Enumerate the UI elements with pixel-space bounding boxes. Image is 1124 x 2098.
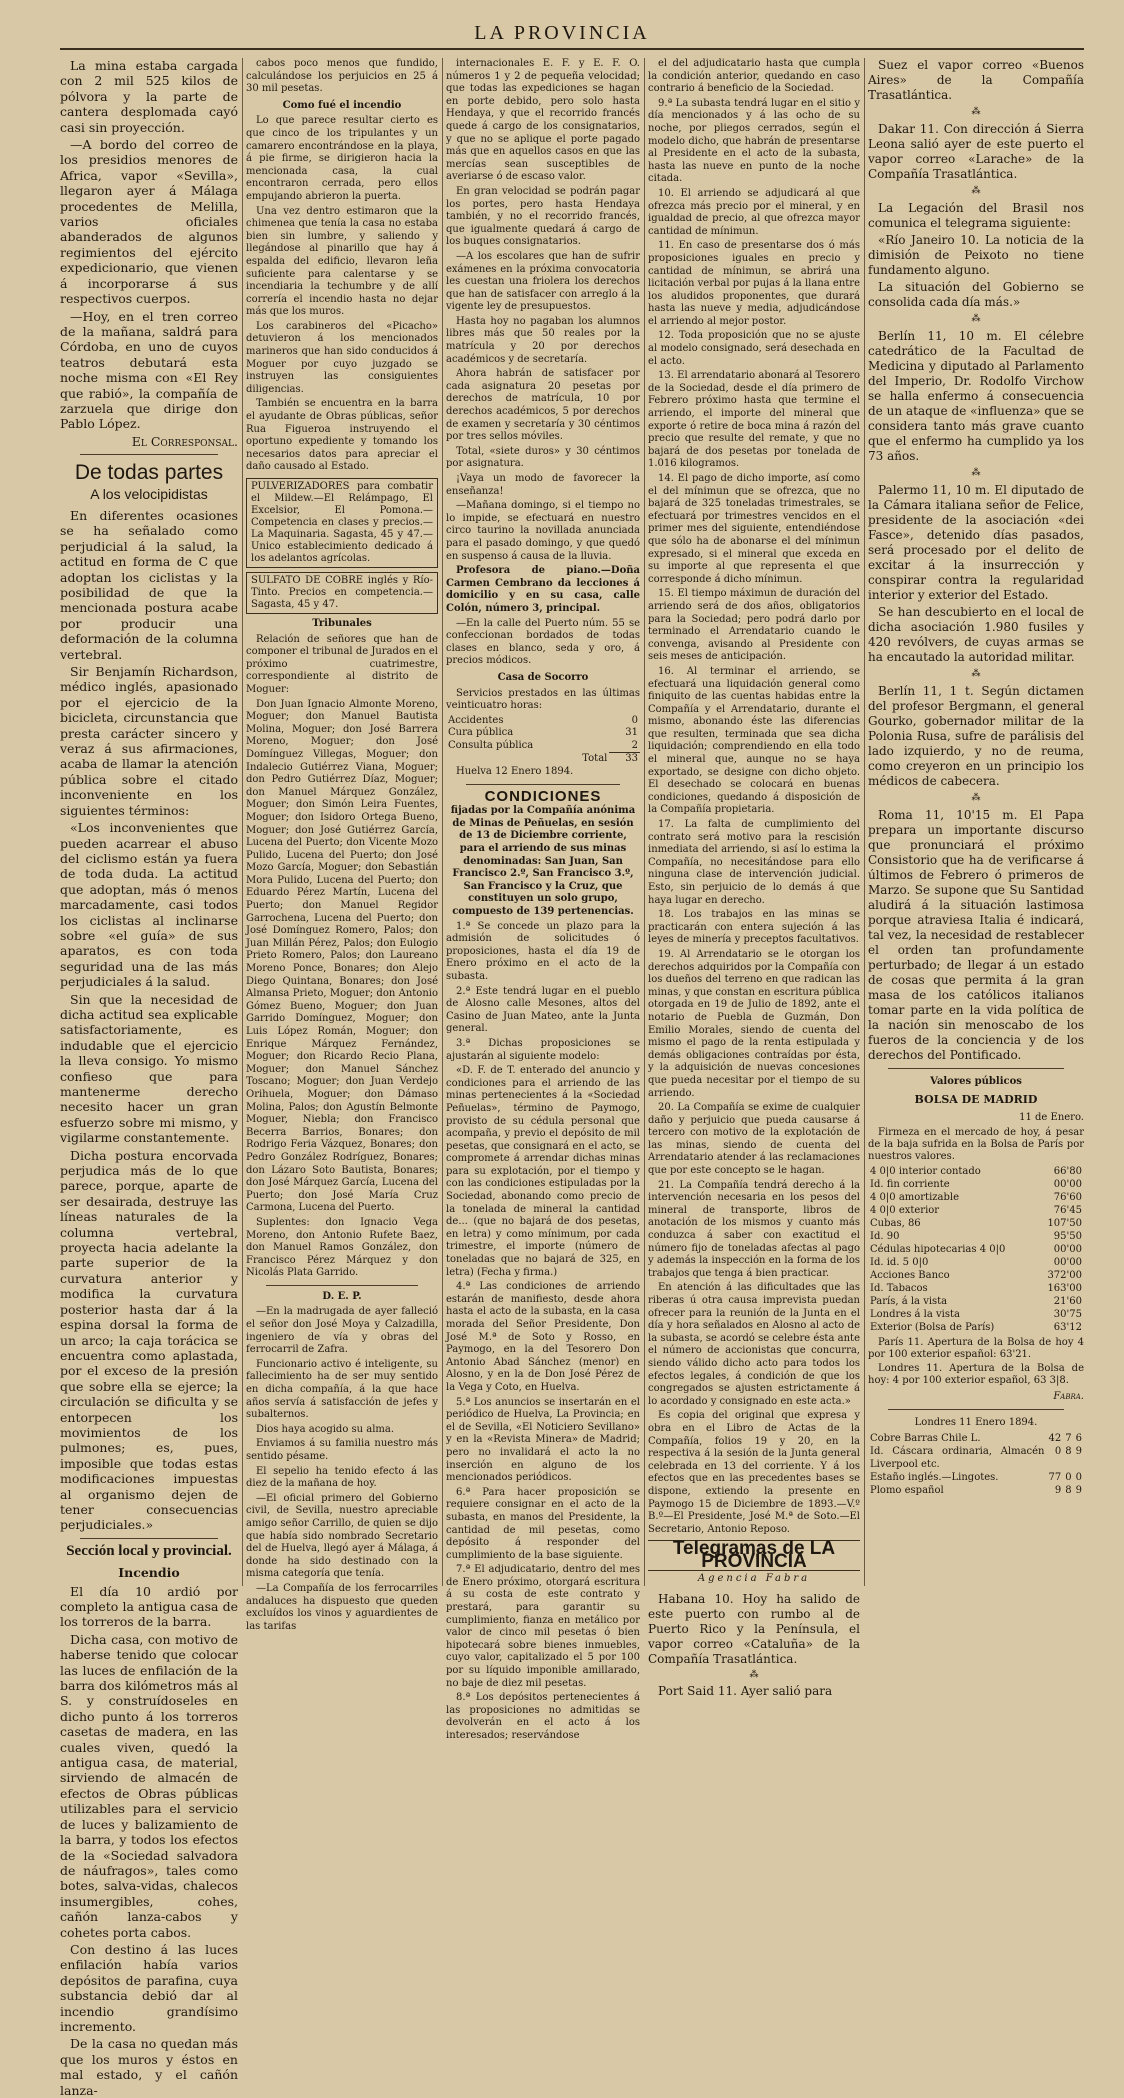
paragraph: Ahora habrán de satisfacer por cada asignatura 20 pesetas por derechos de matrícula, 10 por derechos académicos, 5 por derechos de examen y secretaría y 30 céntimos por tres sellos móviles. [446,368,640,443]
row-label: Londres á la vista [870,1309,960,1320]
table-row [446,715,640,728]
paragraph: También se encuentra en la barra el ayudante de Obras públicas, señor Rua Figueroa instruyendo el oportuno expediente y tomando los necesarios datos para apreciar el daño causado al Estado. [246,398,438,473]
socorro-table [446,715,640,766]
paragraph: Sir Benjamín Richardson, médico inglés, apasionado por el ejercicio de la bicicleta, circunstancia que presta carácter sincero y veraz á sus afirmaciones, acaba de llamar la atención pública sobre el citado inconveniente en los siguientes términos: [60,664,238,818]
paragraph: De la casa no quedan más que los muros y éstos en mal estado, y el cañón lanza- [60,2036,238,2098]
row-label: Id. Cáscara ordinaria, Almacén Liverpool etc. [870,1446,1045,1470]
bolsa-intro: Firmeza en el mercado de hoy, á pesar de la baja sufrida en la Bolsa de París por nuestros valores. [868,1127,1084,1162]
paragraph: El día 10 ardió por completo la antigua casa de los torreros de la barra. [60,1583,238,1630]
table-row [868,1471,1084,1484]
paragraph: —Mañana domingo, si el tiempo no lo impide, se efectuará en nuestro circo taurino la novillada anunciada para el pasado domingo, y que quedó en suspenso á causa de la lluvia. [446,500,640,562]
paragraph: «Los inconvenientes que pueden acarrear el abuso del ciclismo están ya fuera de toda duda. La actitud que adoptan, más ó menos marcadamente, casi todos los ciclistas al inclinarse sobre «el guía» de sus aparatos, es con toda seguridad una de las más perjudiciales á la salud. [60,820,238,990]
paragraph: —La Compañía de los ferrocarriles andaluces ha dispuesto que queden excluídos los vinos y aguardientes de las tarifas [246,1582,438,1632]
star-separator: ⁂ [971,186,981,196]
article-heading: Incendio [118,1565,180,1581]
row-label: Accidentes [448,714,504,726]
star-separator: ⁂ [749,1670,759,1681]
paragraph: internacionales E. F. y E. F. O. números 1 y 2 de pequeña velocidad; que todas las expediciones se hagan en porte debido, pero solo hasta Hendaya, y que el recorrido francés quede á cargo de los consignatarios, y que no se aplique el porte pagado más que en aquellos casos en que las mercías sean susceptibles de averiarse ó de escaso valor. [446,58,640,183]
london-date: Londres 11 Enero 1894. [914,1417,1038,1428]
paragraph: 13. El arrendatario abonará al Tesorero de la Sociedad, desde el día primero de Febrero próximo hasta que termine el arriendo, el importe del mineral que exporte ó retire de boca mina á razón del precio que resulte del remate, y que no bajará de dos pesetas por tonelada de 1.016 kilogramos. [648,370,860,470]
row-label: Id. Tabacos [870,1283,928,1294]
paragraph: ¡Vaya un modo de favorecer la enseñanza! [446,473,640,497]
table-row [868,1217,1084,1230]
paragraph: 9.ª La subasta tendrá lugar en el sitio y día mencionados y á las ocho de su noche, por pliegos cerrados, según el modelo dicho, que habrán de presentarse al Presidente en el acto de la subasta, hasta las nueve en punto de la noche citada. [648,97,860,185]
bolsa-title: BOLSA DE MADRID [914,1093,1038,1106]
row-value: 0 [1075,1472,1082,1483]
paragraph: 15. El tiempo máximun de duración del arriendo será de dos años, obligatorios para la Sociedad; pero podrá darlo por terminado el Arrendatario cuando le convenga, avisando al Presidente con seis meses de anticipación. [648,588,860,663]
row-label: Cobre Barras Chile L. [870,1433,981,1444]
total-value: 33 [609,753,640,766]
table-row [868,1165,1084,1178]
paragraph: el del adjudicatario hasta que cumpla la condición anterior, quedando en caso contrario á beneficio de la Sociedad. [648,58,860,95]
telegram: Palermo 11, 10 m. El diputado de la Cámara italiana señor de Felice, presidente de la asociación «dei Fasce», detenido días pasados, será procesado por el delito de excitar á la insurrección y conspirar contra la regularidad interior y exterior del Estado. [868,483,1084,602]
paragraph: 17. La falta de cumplimiento del contrato será motivo para la rescisión inmediata del arriendo, si así lo estima la Compañía, no necesitándose para ello ninguna clase de intervención judicial. Esto, sin perjuicio de lo demás á que haya lugar en derecho. [648,819,860,906]
telegram: Suez el vapor correo «Buenos Aires» de la Compañía Trasatlántica. [868,58,1084,102]
telegram: La Legación del Brasil nos comunica el telegrama siguiente: [868,201,1084,230]
paragraph: La mina estaba cargada con 2 mil 525 kilos de pólvora y la parte de cantera desplomada cayó casi sin proyección. [60,58,238,135]
row-value: 107'50 [1047,1218,1082,1229]
article-heading: D. E. P. [322,1290,362,1302]
star-separator: ⁂ [971,314,981,324]
paragraph: cabos poco menos que fundido, calculándose los perjuicios en 25 á 30 mil pesetas. [246,58,438,95]
paragraph: En gran velocidad se podrán pagar los portes, pero hasta Hendaya también, y no el recorrido francés, que igualmente quedará á cargo de los buques consignatarios. [446,185,640,248]
paragraph: En diferentes ocasiones se ha señalado como perjudicial á la salud, la actitud en forma de C que adoptan los ciclistas y la posibilidad de que la mencionada postura acabe por producir una deformación de la columna vertebral. [60,507,238,662]
table-row [868,1243,1084,1256]
row-value: 7 [1065,1433,1072,1444]
divider [888,1409,1064,1410]
table-row [868,1282,1084,1295]
paragraph: 8.ª Los depósitos pertenecientes á las proposiciones no admitidas se devolverán en el acto á los interesados; reservándose [446,1692,640,1741]
row-value: 00'00 [1053,1179,1082,1190]
row-value: 77 [1048,1472,1062,1483]
table-row [868,1432,1084,1445]
row-value: 76'45 [1053,1205,1082,1216]
row-value: 66'80 [1053,1166,1082,1177]
paragraph: Es copia del original que expresa y obra en el Libro de Actas de la Compañía, folios 19 y 20, en la respectiva á la sesión de la Junta general celebrada en 13 del corriente. Y á los efectos que en las precedentes bases se dispone, extiendo la presente en Paymogo 15 de Diciembre de 1893.—V.º B.º—El Presidente, José M.ª de Soto.—El Secretario, Antonio Reposo. [648,1410,860,1535]
conditions-intro: fijadas por la Compañía anónima de Minas de Peñuelas, en sesión de 13 de Diciembre corriente, para el arriendo de sus minas denominadas: San Juan, San Francisco 2.º, San Francisco 3.º, San Francisco y la Cruz, que constituyen un solo grupo, compuesto de 139 pertenencias. [450,805,636,917]
row-value: 76'60 [1053,1192,1082,1203]
table-row [868,1445,1084,1471]
paragraph: 18. Los trabajos en las minas se practicarán con entera sujeción á las leyes de minería y preceptos facultativos. [648,909,860,946]
paragraph: 19. Al Arrendatario se le otorgan los derechos adquiridos por la Compañía con los dueños del terreno en que radican las minas, y que constan en escritura pública otorgada en 19 de Julio de 1892, ante el notario de Puebla de Guzmán, Don Emilio Morales, siendo de cuenta del mismo el pago de la renta estipulada y demás obligaciones contraídas por ésta, y la adquisición de nuevas concesiones que pueda necesitar por el tiempo de su arriendo. [648,948,860,1099]
row-label: Cubas, 86 [870,1218,921,1229]
paragraph: Los carabineros del «Picacho» detuvieron á los mencionados marineros que han sido conducidos á Moguer por cuyo juzgado se instruyen las consiguientes diligencias. [246,320,438,395]
row-label: Id. 90 [870,1231,900,1242]
paragraph: 21. La Compañía tendrá derecho á la intervención necesaria en los pesos del mineral de transporte, libros de anotación de los mismos y cuanto más conduzca á saber con exactitud el número fijo de toneladas afectas al pago y además la inspección en la forma de los trabajos que tenga á bien practicar. [648,1179,860,1279]
row-value: 163'00 [1047,1283,1082,1294]
table-row [868,1308,1084,1321]
divider [466,784,620,785]
paragraph: 2.ª Este tendrá lugar en el pueblo de Alosno calle Mesones, altos del Casino de Juan Mateo, ante la Junta general. [446,985,640,1035]
section-heading: De todas partes [74,461,224,485]
row-value: 95'50 [1053,1231,1082,1242]
paris-quote: París 11. Apertura de la Bolsa de hoy 4 por 100 exterior español: 63'21. [868,1337,1084,1360]
table-row [868,1204,1084,1217]
column-1 [60,58,238,2098]
paragraph: Lo que parece resultar cierto es que cinco de los tripulantes y un camarero encontrándose en la playa, á pie firme, se dirigieron hacia la mencionada casa, la cual encontraron cerrada, pero ellos empujando abrieron la puerta. [246,115,438,202]
telegram: Berlín 11, 1 t. Según dictamen del profesor Bergmann, el general Gourko, gobernador militar de la Polonia Rusa, sufre de parálisis del lado izquierdo, y no de reuma, como creyeron en un principio los médicos de cabecera. [868,684,1084,788]
row-value: 00'00 [1053,1257,1082,1268]
paragraph: 14. El pago de dicho importe, así como el del mínimun que se ofrezca, que no bajará de 325 toneladas trimestrales, se efectuará por trimestres vencidos en el primer mes del siguiente, entendiéndose que sólo ha de abonarse el del mínimun expresado, si el mineral que exceda en su importe al que representa el que corresponde á dicho mínimun. [648,473,860,585]
row-value: 8 [1065,1446,1072,1457]
telegram: Dakar 11. Con dirección á Sierra Leona salió ayer de este puerto el vapor correo «Larache» de la Compañía Trasatlántica. [868,122,1084,181]
article-heading: Tribunales [312,618,372,629]
paragraph: Una vez dentro estimaron que la chimenea que tenía la casa no estaba bien sin lumbre, y saliendo y llegándose al pinarillo que hay á espalda del edificio, llevaron leña suficiente para calentarse y se incendiaria la techumbre y de allí correría el incendio hasta no dejar más que los muros. [246,205,438,318]
paragraph: El sepelio ha tenido efecto á las diez de la mañana de hoy. [246,1465,438,1490]
column-2 [246,58,438,1632]
column-rule [442,58,443,1586]
row-label: Estaño inglés.—Lingotes. [870,1472,999,1483]
paragraph: Sin que la necesidad de dicha actitud sea explicable satisfactoriamente, es indudable que el ejercicio la lleva consigo. Yo mismo confieso que para mantenerme derecho necesito hacer un gran esfuerzo sobre mi mismo, y vigilarme constantemente. [60,991,238,1146]
telegram: Roma 11, 10'15 m. El Papa prepara un importante discurso que pronunciará el próximo Consistorio que ha de verificarse á últimos de Febrero ó primeros de Marzo. Se supone que Su Santidad aludirá á la situación lastimosa porque atraviesa Italia é indicará, tal vez, la necesidad de restablecer el orden tan profundamente perturbado; de llegar á un estado de cosas que permita á la gran masa de los católicos italianos tomar parte en la vida política de la nación sin menoscabo de los fueros de la conciencia y de los derechos del Pontificado. [868,808,1084,1062]
paragraph: 3.ª Dichas proposiciones se ajustarán al siguiente modelo: [446,1037,640,1062]
star-separator: ⁂ [971,793,981,803]
table-row [868,1256,1084,1269]
row-value: 6 [1075,1433,1082,1444]
paragraph: 5.ª Los anuncios se insertarán en el periódico de Huelva, La Provincia; en el de Sevilla, «El Noticiero Sevillano» y en la «Revista Minera» de Madrid; pero no invalidará el acto la no inserción en alguno de los mencionados periódicos. [446,1396,640,1484]
telegram: Berlín 11, 10 m. El célebre catedrático de la Facultad de Medicina y diputado al Parlamento del Imperio, Dr. Rodolfo Virchow se halla enfermo á consecuencia de un ataque de «influenza» que se considera tanto más grave cuanto que el enfermo ha cumplido ya los 73 años. [868,329,1084,463]
row-value: 63'12 [1053,1322,1082,1333]
row-label: 4 0|0 amortizable [870,1192,960,1203]
paragraph: En atención á las dificultades que las riberas ú otra causa imprevista puedan ofrecer para la reunión de la Junta en el día y hora señalados en Alosno al acto de la subasta, se acordó se celebre ésta ante el número de accionistas que concurra, siendo válido dicho acto para todos los efectos legales, á condición de que los congregados se ajusten estrictamente á lo acordado y consignado en este acta.» [648,1282,860,1407]
paragraph: —En la calle del Puerto núm. 55 se confeccionan bordados de todas clases en blanco, seda y oro, á precios módicos. [446,617,640,667]
telegram: Port Said 11. Ayer salió para [658,1683,833,1698]
row-value: 9 [1075,1485,1082,1496]
row-label: Id. id. 5 0|0 [870,1257,929,1268]
paragraph: 6.ª Para hacer proposición se requiere consignar en el acto de la subasta, en manos del Presidente, la cantidad de mil pesetas, como depósito á responder del cumplimiento de la base siguiente. [446,1486,640,1561]
paragraph: 11. En caso de presentarse dos ó más proposiciones iguales en precio y cantidad de mínimun, se abrirá una licitación verbal por pujas á la llana entre los aludidos proponentes, que durará hasta las nueve y media, adjudicándose el arriendo al mejor postor. [648,240,860,327]
paragraph: —El oficial primero del Gobierno civil, de Sevilla, nuestro apreciable amigo señor Carrillo, de quien se dijo que había sido nombrado Secretario del de Huelva, llegó ayer á Málaga, á donde ha sido destinado con la misma categoría que tenía. [246,1492,438,1580]
paragraph: Total, «siete duros» y 30 céntimos por asignatura. [446,445,640,470]
paragraph: 12. Toda proposición que no se ajuste al modelo consignado, será desechada en el acto. [648,330,860,367]
row-value: 0 [1065,1472,1072,1483]
paragraph: —En la madrugada de ayer falleció el señor don José Moya y Calzadilla, ingeniero de vía y obras del ferrocarril de Zafra. [246,1306,438,1356]
row-value: 2 [631,739,638,751]
signature: El Corresponsal. [131,433,238,449]
table-row [868,1269,1084,1282]
table-row [868,1230,1084,1243]
row-label: Exterior (Bolsa de París) [870,1322,995,1333]
paragraph: Dicha casa, con motivo de haberse tenido que colocar las luces de enfilación de la barra dos kilómetros más al S. y construídoseles en dicho punto á los torreros casetas de madera, en las cuales viven, quedó la antigua casa, de material, sirviendo de almacén de efectos de Obras públicas utilizables para el servicio de luces y balizamiento de la barra, y todos los efectos de la «Sociedad salvadora de náufragos», tales como botes, salva-vidas, chalecos insumergibles, cohes, cañón lanza-cabos y cohetes porta cabos. [60,1631,238,1940]
paragraph: Funcionario activo é inteligente, su fallecimiento ha de ser muy sentido en dicha compañía, á la que hace años servía á satisfacción de jefes y subalternos. [246,1358,438,1421]
article-heading: A los velocipidistas [90,485,208,502]
paragraph: Enviamos á su familia nuestro más sentido pésame. [246,1438,438,1462]
column-4 [648,58,860,1698]
telegram: Se han descubierto en el local de dicha asociación 1.980 fusiles y 420 revólvers, de cuyas armas se ha encautado la autoridad militar. [868,605,1084,664]
bolsa-heading: Valores públicos [930,1076,1022,1087]
row-value: 9 [1054,1485,1062,1496]
divider [266,1285,418,1286]
row-label: Consulta pública [448,739,534,751]
article-heading: Como fué el incendio [282,99,402,111]
telegram: Habana 10. Hoy ha salido de este puerto con rumbo al de Puerto Rico y la Península, el vapor correo «Cataluña» de la Compañía Trasatlántica. [648,1592,860,1667]
paragraph: Dicha postura encorvada perjudica más de lo que parece, porque, aparte de ser desairada, destruye las líneas naturales de la columna vertebral, proyecta hacia adelante la parte superior de la curvatura anterior y modifica la curvatura posterior hasta dar á la espina dorsal la forma de un arco; la caja torácica se encuentra como aplastada, por el exceso de la presión que sobre ella se ejerce; la circulación se dificulta y se entorpecen los movimientos de los pulmones; es, pues, imposible que todas estas modificaciones impuestas al organismo dejen de tener consecuencias perjudiciales.» [60,1147,238,1533]
total-label: Total [582,752,608,764]
row-label: París, á la vista [870,1296,948,1307]
paragraph: Don Juan Ignacio Almonte Moreno, Moguer; don Manuel Bautista Molina, Moguer; don José Barrera Moreno, Moguer; don José Domínguez Villegas, Moguer; don Indalecio Gutiérrez Viana, Moguer; don Pedro Gutiérrez Díaz, Moguer; don Manuel Márquez González, Moguer; don Simón Leira Fuentes, Moguer; don Isidoro Ortega Bueno, Moguer; don José Gutiérrez García, Lucena del Puerto; don Vicente Mozo Pulido, Lucena del Puerto; don José Mozo García, Moguer; don Sebastián Mora Pulido, Lucena del Puerto; don Eduardo Pérez Martín, Lucena del Puerto; don Manuel Regidor Garrochena, Lucena del Puerto; don José Domínguez Romero, Palos; don Juan Millán Pérez, Palos; don Eulogio Prieto Romero, Palos; don Laureano Moreno Ponce, Bonares; don Alejo Diego Quintana, Bonares; don José Almansa Prieto, Moguer; don Antonio Gómez Bueno, Moguer; don Juan Garrido Domínguez, Moguer; don Luis López Román, Moguer; don Enrique Márquez Fernández, Moguer; don Ricardo Recio Plana, Moguer; don Manuel Sánchez Toscano; Moguer; don Juan Verdejo Orihuela, Moguer; don Dámaso Molina, Palos; don Agustín Belmonte Moguer, Niebla; don Francisco Becerra Barrios, Bonares; don Rodrigo Feria Vázquez, Bonares; don Pedro González Rodríguez, Bonares; don Lázaro Soto Bautista, Bonares; don José Márquez García, Lucena del Puerto; don José María Cruz Carmona, Lucena del Puerto. [246,698,438,1214]
paragraph: 20. La Compañía se exime de cualquier daño y perjuicio que pueda causarse á tercero con motivo de la explotación de las minas, siendo de cuenta del Arrendatario atender á las reclamaciones que por este concepto se le hagan. [648,1102,860,1177]
dateline: Huelva 12 Enero 1894. [456,766,574,778]
column-rule [644,58,645,1586]
table-row [868,1321,1084,1334]
divider [80,454,218,455]
paragraph: Dios haya acogido su alma. [256,1423,395,1435]
telegram: La situación del Gobierno se consolida cada día más.» [868,280,1084,309]
paragraph: Relación de señores que han de componer el tribunal de Jurados en el próximo cuatrimestre, correspondiente al distrito de Moguer: [246,633,438,695]
paragraph: Hasta hoy no pagaban los alumnos libres más que 50 reales por la matrícula y 20 por derechos académicos y de secretaría. [446,315,640,365]
bolsa-date: 11 de Enero. [1019,1112,1084,1123]
newspaper-title: LA PROVINCIA [474,22,650,44]
telegrams-heading: Telegramas de LA PROVINCIA [648,1540,860,1571]
row-value: 0 [1054,1446,1062,1457]
row-label: Plomo español [870,1485,944,1496]
row-label: 4 0|0 exterior [870,1205,940,1216]
row-value: 42 [1048,1433,1062,1444]
row-value: 00'00 [1053,1244,1082,1255]
row-label: Cédulas hipotecarias 4 0|0 [870,1244,1006,1255]
divider [888,1068,1064,1069]
column-rule [864,58,865,1586]
star-separator: ⁂ [971,669,981,679]
table-row [868,1191,1084,1204]
bolsa-table [868,1165,1084,1334]
table-row [446,727,640,740]
paragraph: —A los escolares que han de sufrir exámenes en la próxima convocatoria les cuestan una friolera los derechos que han de satisfacer con arreglo á la vigente ley de presupuestos. [446,250,640,313]
table-row [868,1295,1084,1308]
row-label: 4 0|0 interior contado [870,1166,981,1177]
paragraph: Servicios prestados en las últimas veinticuatro horas: [446,687,640,712]
paragraph: 4.ª Las condiciones de arriendo estarán de manifiesto, desde ahora hasta el acto de la subasta, en la casa morada del Señor Presidente, Don José M.ª de Soto y Rosso, en Paymogo, en la del Tesorero Don Antonio Abad Sánchez (menor) en Alosno, y en la de Don José Pérez de la Vega y Coto, en Huelva. [446,1281,640,1393]
row-label: Acciones Banco [870,1270,950,1281]
section-heading-local: Sección local y provincial. [66,1542,232,1559]
advertisement: SULFATO DE COBRE inglés y Río-Tinto. Precios en competencia.—Sagasta, 45 y 47. [246,572,438,614]
row-value: 31 [625,727,638,739]
paragraph: «D. F. de T. enterado del anuncio y condiciones para el arriendo de las minas pertenecientes á la «Sociedad Peñuelas», término de Paymogo, provisto de su cédula personal que acompaña, y previo el depósito de mil pesetas, que consignará en el acto, se compromete á arrendar dichas minas para su explotación, por el tiempo y con las condiciones estipuladas por la Sociedad, abonando como precio de la tonelada de mineral la cantidad de... (que no bajará de dos pesetas, en letra) y como mínimum, por cada trimestre, el importe (número de toneladas que no bajará de 325, en letra) (Fecha y firma.) [446,1065,640,1278]
masthead [0,0,1124,52]
column-rule [242,58,243,1586]
column-3 [446,58,640,1741]
paragraph: —A bordo del correo de los presidios menores de Africa, vapor «Sevilla», llegaron ayer á Málaga procedentes de Melilla, varios oficiales abanderados de algunos regimientos del ejército expedicionario, que vienen á incorporarse á sus respectivos cuerpos. [60,137,238,307]
agency-label: Agencia Fabra [697,1573,811,1585]
paragraph: 1.ª Se concede un plazo para la admisión de solicitudes ó proposiciones, hasta el día 19 de Enero próximo en el acto de la subasta. [446,920,640,982]
metals-table [868,1432,1084,1497]
paragraph: —Hoy, en el tren correo de la mañana, saldrá para Córdoba, en uno de cuyos teatros debutará esta noche misma con «El Rey que rabió», la compañía de zarzuela que dirige don Pablo López. [60,308,238,432]
table-row [868,1178,1084,1191]
row-value: 30'75 [1053,1309,1082,1320]
paragraph: 16. Al terminar el arriendo, se efectuará una liquidación general como finiquito de las cuentas habidas entre la Compañía y el Arrendatario, durante el mismo, abonando éste las diferencias que resulten, terminada que sea dicha liquidación; comprendiendo en ella todo el mineral que, aunque no se haya exportado, se designe con dicho objeto. El desechado se colocará en buenas condiciones, quedando á disposición de la Compañía propietaria. [648,665,860,816]
article-heading: Casa de Socorro [497,671,589,683]
table-row [446,753,640,766]
row-value: 8 [1065,1485,1072,1496]
row-label: Cura pública [448,727,514,739]
paragraph: 7.ª El adjudicatario, dentro del mes de Enero próximo, otorgará escritura á su costa de este contrato y prestará, para garantir su cumplimiento, fianza en metálico por valor de cinco mil pesetas ó bien hipotecará sobre bienes inmuebles, cuyo valor, capitalizado el 5 por 100 por su líquido imponible amillarado, no baje de diez mil pesetas. [446,1564,640,1689]
row-value: 372'00 [1047,1270,1082,1281]
table-row [446,740,640,753]
paragraph: Profesora de piano.—Doña Carmen Cembrano da lecciones á domicilio y en su casa, calle Colón, número 3, principal. [446,565,640,614]
paragraph: 10. El arriendo se adjudicará al que ofrezca más precio por el mineral, y en igualdad de precio, al que ofrezca mayor cantidad de mínimun. [648,187,860,237]
column-5 [868,58,1084,1586]
row-value: 9 [1075,1446,1082,1457]
conditions-heading: CONDICIONES [484,787,602,805]
telegram: «Río Janeiro 10. La noticia de la dimisión de Peixoto no tiene fundamento alguno. [868,233,1084,277]
paragraph: Con destino á las luces enfilación había varios depósitos de parafina, cuya substancia debió dar al incendio grandísimo incremento. [60,1941,238,2034]
row-value: 21'60 [1053,1296,1082,1307]
advertisement: PULVERIZADORES para combatir el Mildew.—El Relámpago, El Excelsior, El Pomona.—Competencia en clases y precios.—La Maquinaria. Sagasta, 45 y 47.—Unico establecimiento dedicado á los adelantos agrícolas. [246,478,438,568]
header-rule [60,48,1084,50]
fabra-signature: Fabra. [1053,1391,1084,1402]
row-value: 0 [631,714,638,726]
star-separator: ⁂ [971,468,981,478]
star-separator: ⁂ [971,107,981,117]
londres-quote: Londres 11. Apertura de la Bolsa de hoy: 4 por 100 exterior español, 63 3|8. [868,1363,1084,1386]
paragraph: Suplentes: don Ignacio Vega Moreno, don Antonio Rufete Baez, don Manuel Ramos González, don Francisco Pérez Márquez y don Nicolás Plata Garrido. [246,1216,438,1279]
table-row [868,1484,1084,1497]
divider [80,1538,218,1539]
row-label: Id. fin corriente [870,1179,950,1190]
